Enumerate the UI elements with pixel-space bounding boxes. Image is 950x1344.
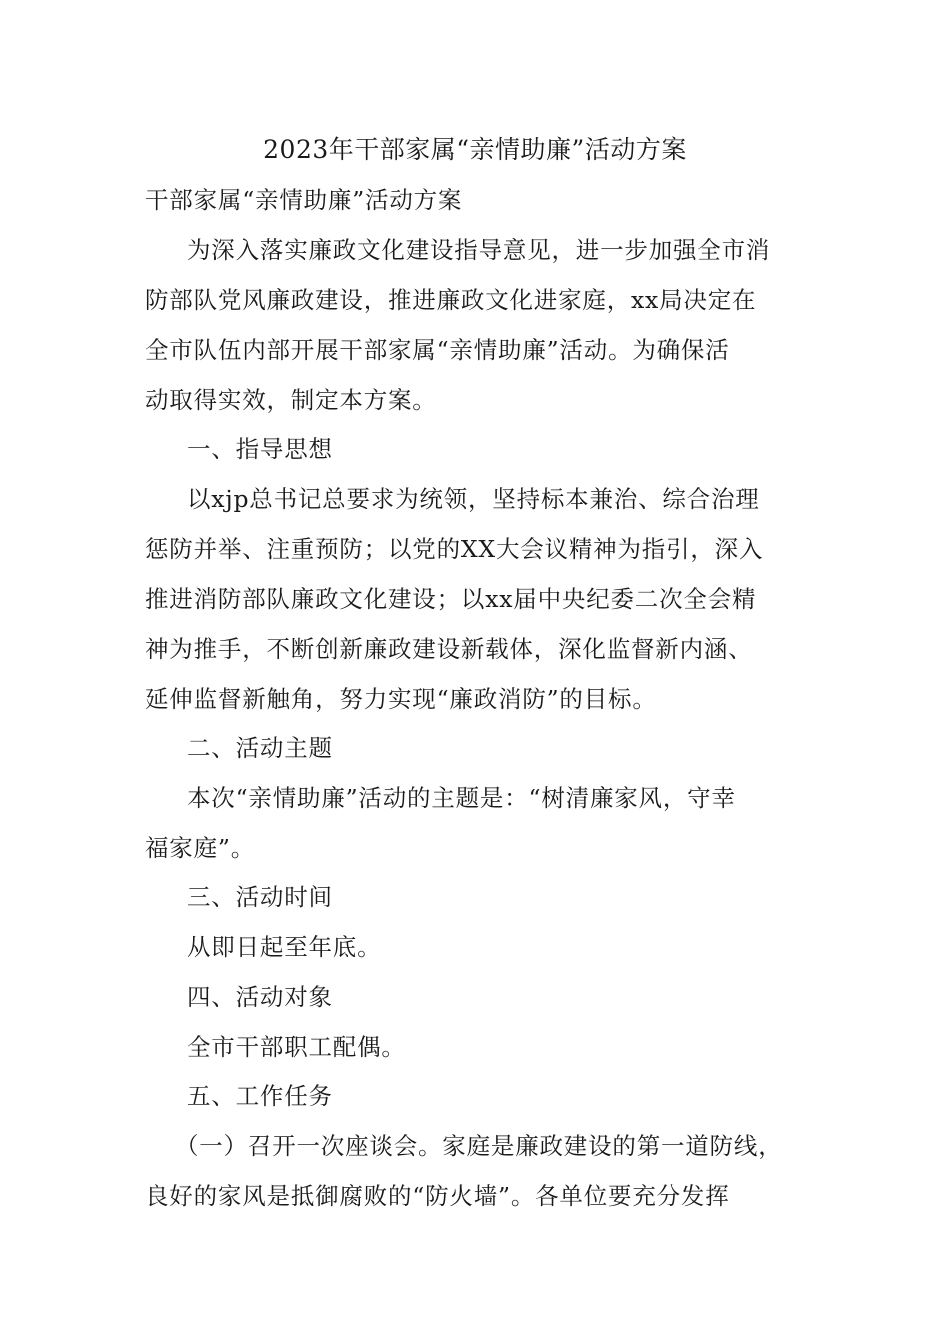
document-title: 2023年干部家属“亲情助廉”活动方案 [263, 135, 687, 164]
subtitle-line: 干部家属“亲情助廉”活动方案 [145, 186, 463, 214]
paragraph-line: 延伸监督新触角，努力实现“廉政消防”的目标。 [145, 685, 657, 713]
paragraph-line: 为深入落实廉政文化建设指导意见，进一步加强全市消 [187, 236, 771, 264]
paragraph-line: 以xjp总书记总要求为统领，坚持标本兼治、综合治理 [187, 485, 760, 513]
paragraph-line: 本次“亲情助廉”活动的主题是：“树清廉家风，守幸 [187, 784, 736, 812]
section-heading: 三、活动时间 [187, 883, 333, 911]
paragraph-line: 良好的家风是抵御腐败的“防火墙”。各单位要充分发挥 [145, 1182, 730, 1210]
paragraph-line: （一）召开一次座谈会。家庭是廉政建设的第一道防线， [175, 1132, 783, 1160]
section-heading: 二、活动主题 [187, 734, 333, 762]
paragraph-line: 推进消防部队廉政文化建设；以xx届中央纪委二次全会精 [145, 585, 757, 613]
paragraph-line: 惩防并举、注重预防；以党的XX大会议精神为指引，深入 [145, 535, 764, 563]
paragraph-line: 动取得实效，制定本方案。 [145, 386, 437, 414]
paragraph-line: 全市队伍内部开展干部家属“亲情助廉”活动。为确保活 [145, 336, 730, 364]
section-heading: 四、活动对象 [187, 983, 333, 1011]
paragraph-line: 福家庭”。 [145, 834, 256, 862]
paragraph-line: 防部队党风廉政建设，推进廉政文化进家庭，xx局决定在 [145, 286, 757, 314]
section-heading: 五、工作任务 [187, 1082, 333, 1110]
paragraph-line: 全市干部职工配偶。 [187, 1033, 406, 1061]
paragraph-line: 神为推手，不断创新廉政建设新载体，深化监督新内涵、 [145, 635, 753, 663]
section-heading: 一、指导思想 [187, 435, 333, 463]
paragraph-line: 从即日起至年底。 [187, 933, 382, 961]
